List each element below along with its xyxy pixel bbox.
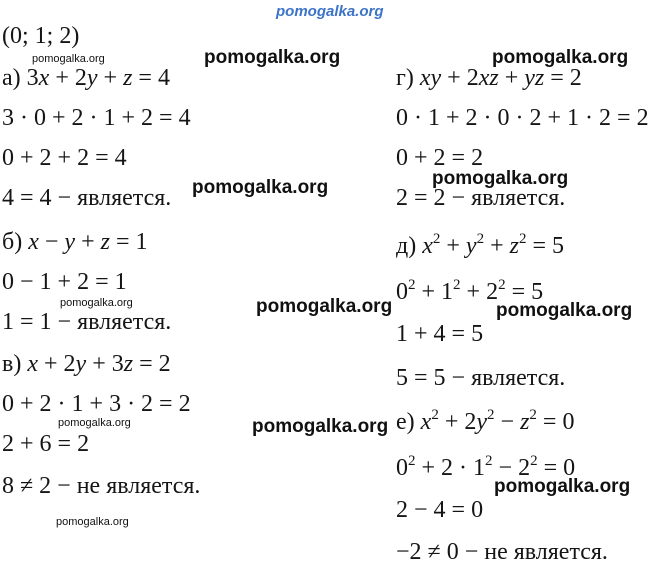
problem-a-result: 4 = 4 − является. xyxy=(2,185,172,211)
watermark-small: pomogalka.org xyxy=(32,53,105,65)
watermark: pomogalka.org xyxy=(204,47,341,68)
problem-b-result: 1 = 1 − является. xyxy=(2,309,172,335)
problem-v-equation: в) x + 2y + 3z = 2 xyxy=(2,351,171,377)
watermark: pomogalka.org xyxy=(494,476,631,497)
problem-e-label: е) xyxy=(396,409,415,435)
problem-v-step2: 2 + 6 = 2 xyxy=(2,431,90,457)
problem-e-equation: е) $x^2 + 2y^2 - z^2 = 0$ xyxy=(396,407,575,435)
problem-d-equation: д) $x^2 + y^2 + z^2 = 5$ xyxy=(396,231,564,259)
watermark: pomogalka.org xyxy=(252,416,389,437)
problem-g-step2: 0 + 2 = 2 xyxy=(396,145,484,171)
problem-e-result: −2 ≠ 0 − не является. xyxy=(396,539,608,565)
problem-d-result: 5 = 5 − является. xyxy=(396,365,566,391)
problem-a-equation: а) 3x + 2y + z = 4 xyxy=(2,65,170,91)
problem-v-result: 8 ≠ 2 − не является. xyxy=(2,473,201,499)
problem-v-label: в) xyxy=(2,351,22,377)
problem-g-result: 2 = 2 − является. xyxy=(396,185,566,211)
problem-a-label: а) xyxy=(2,65,21,91)
problem-b-label: б) xyxy=(2,229,23,255)
watermark-small: pomogalka.org xyxy=(60,297,133,309)
watermark: pomogalka.org xyxy=(496,300,633,321)
problem-a-step1: 3 · 0 + 2 · 1 + 2 = 4 xyxy=(2,105,191,131)
problem-e-step1: $0^2 + 2 \cdot 1^2 - 2^2 = 0$ xyxy=(396,453,576,481)
problem-e-step2: 2 − 4 = 0 xyxy=(396,497,484,523)
watermark-small: pomogalka.org xyxy=(56,516,129,528)
watermark: pomogalka.org xyxy=(432,168,569,189)
problem-v-step1: 0 + 2 · 1 + 3 · 2 = 2 xyxy=(2,391,191,417)
problem-b-step1: 0 − 1 + 2 = 1 xyxy=(2,269,127,295)
problem-g-label: г) xyxy=(396,65,414,91)
watermark: pomogalka.org xyxy=(492,47,629,68)
problem-d-label: д) xyxy=(396,233,417,259)
problem-d-step1: $0^2 + 1^2 + 2^2 = 5$ xyxy=(396,277,544,305)
watermark: pomogalka.org xyxy=(192,177,329,198)
problem-g-equation: г) xy + 2xz + yz = 2 xyxy=(396,65,582,91)
watermark: pomogalka.org xyxy=(256,296,393,317)
watermark-small: pomogalka.org xyxy=(58,417,131,429)
point-header: (0; 1; 2) xyxy=(2,23,80,49)
watermark-top: pomogalka.org xyxy=(276,3,384,20)
problem-d-step2: 1 + 4 = 5 xyxy=(396,321,484,347)
problem-a-step2: 0 + 2 + 2 = 4 xyxy=(2,145,127,171)
problem-g-step1: 0 · 1 + 2 · 0 · 2 + 1 · 2 = 2 xyxy=(396,105,649,131)
problem-b-equation: б) x − y + z = 1 xyxy=(2,229,148,255)
